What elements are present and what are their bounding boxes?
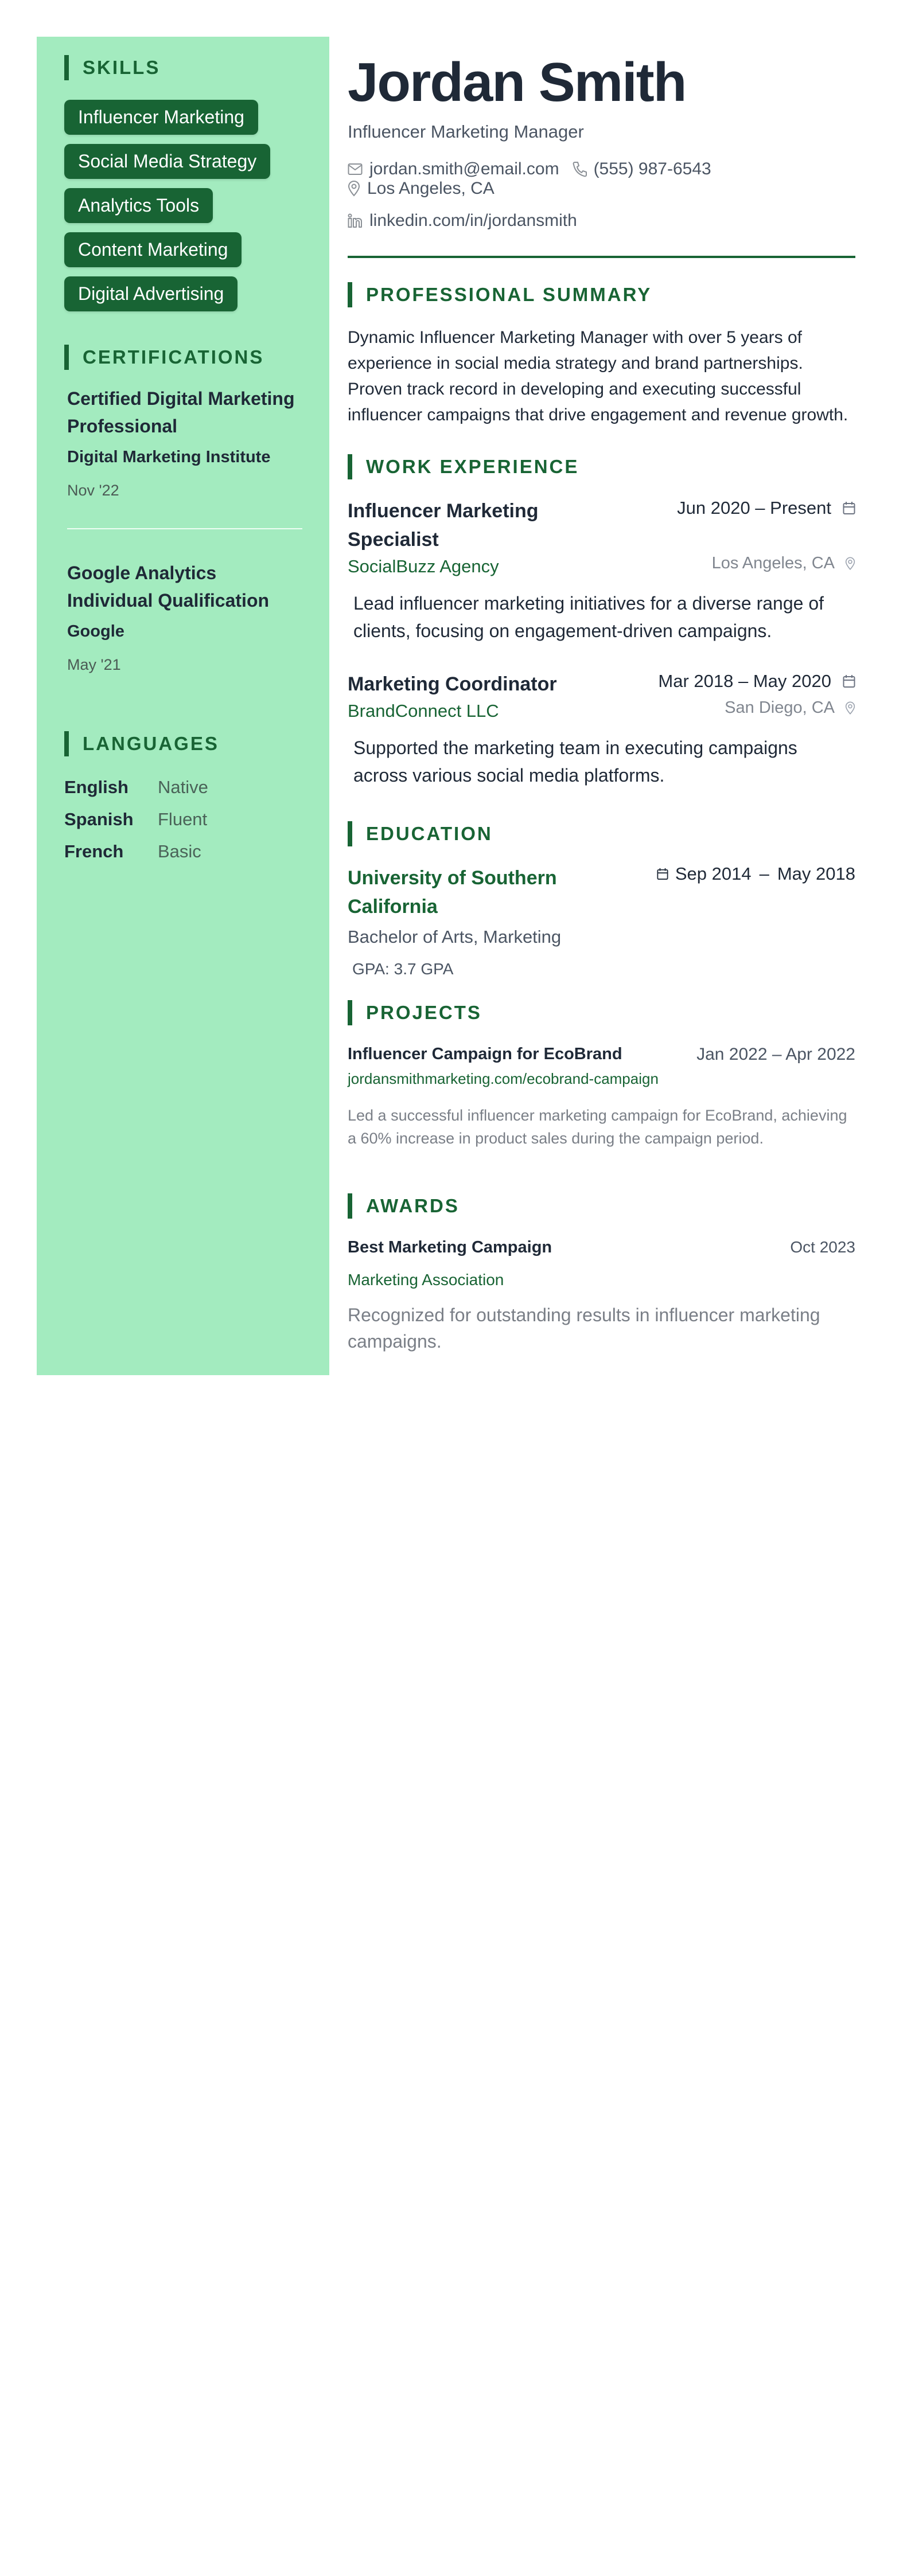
awards-heading — [348, 1193, 855, 1219]
experience-section — [348, 454, 855, 789]
job-location — [712, 554, 855, 573]
contact-row — [348, 159, 855, 198]
skill-chip: Digital Advertising — [64, 276, 238, 311]
job-location-text: Los Angeles, CA — [711, 554, 835, 572]
school-name: University of Southern California — [348, 867, 557, 918]
language-row — [64, 836, 302, 868]
projects-heading — [348, 1000, 855, 1025]
company-name: SocialBuzz Agency — [348, 556, 499, 576]
language-name: English — [64, 777, 129, 797]
project-link[interactable]: jordansmithmarketing.com/ecobrand-campaign — [348, 1070, 659, 1087]
date-separator: – — [759, 864, 769, 884]
heading-accent-bar — [64, 345, 69, 370]
calendar-icon — [657, 868, 668, 880]
award-title: Best Marketing Campaign — [348, 1238, 552, 1256]
certification-item — [64, 385, 302, 499]
gpa-label: GPA: — [352, 960, 390, 978]
sidebar — [37, 37, 329, 1375]
projects-title: PROJECTS — [366, 1002, 482, 1023]
heading-accent-bar — [64, 731, 69, 756]
contact-phone[interactable] — [572, 159, 711, 179]
education-title: EDUCATION — [366, 823, 493, 844]
job-location — [725, 698, 855, 717]
heading-accent-bar — [348, 1193, 352, 1219]
skills-title: SKILLS — [83, 57, 161, 78]
certification-name: Certified Digital Marketing Professional — [67, 388, 295, 436]
location-text: Los Angeles, CA — [367, 179, 495, 198]
job-description: Supported the marketing team in executing campaigns across various social media platforms. — [353, 737, 797, 786]
candidate-name: Jordan Smith — [348, 52, 686, 113]
award-organization: Marketing Association — [348, 1271, 504, 1289]
certifications-title: CERTIFICATIONS — [83, 346, 264, 368]
project-description: Led a successful influencer marketing campaign for EcoBrand, achieving a 60% increase in product sales during the campaign period. — [348, 1107, 847, 1147]
main-content — [348, 37, 855, 1355]
certifications-heading — [64, 345, 302, 370]
heading-accent-bar — [348, 282, 352, 307]
skill-chip: Social Media Strategy — [64, 144, 270, 179]
language-level: Fluent — [158, 809, 208, 829]
experience-title: WORK EXPERIENCE — [366, 456, 579, 477]
education-dates — [657, 864, 855, 884]
languages-heading — [64, 731, 302, 756]
gpa-value: 3.7 GPA — [394, 960, 454, 978]
education-section — [348, 821, 855, 978]
language-level: Basic — [158, 841, 201, 861]
languages-title: LANGUAGES — [83, 733, 219, 754]
certification-name: Google Analytics Individual Qualification — [67, 563, 270, 611]
language-name: Spanish — [64, 809, 134, 829]
education-end: May 2018 — [777, 864, 855, 884]
heading-accent-bar — [64, 55, 69, 80]
job-dates — [677, 497, 855, 520]
summary-section — [348, 282, 855, 428]
contact-linkedin[interactable] — [348, 211, 577, 231]
awards-title: AWARDS — [366, 1195, 460, 1216]
project-title: Influencer Campaign for EcoBrand — [348, 1045, 622, 1063]
skills-list — [64, 100, 302, 311]
certification-issuer: Digital Marketing Institute — [67, 448, 271, 466]
contact-location — [348, 179, 495, 198]
award-date: Oct 2023 — [790, 1238, 855, 1256]
language-name: French — [64, 841, 124, 861]
map-pin-icon — [845, 701, 855, 715]
projects-section — [348, 1000, 855, 1150]
linkedin-icon — [348, 213, 363, 228]
certification-date: May '21 — [67, 656, 121, 673]
skills-heading — [64, 55, 302, 80]
skill-chip: Influencer Marketing — [64, 100, 258, 135]
calendar-icon — [843, 674, 855, 688]
award-description: Recognized for outstanding results in influencer marketing campaigns. — [348, 1305, 820, 1352]
language-level: Native — [158, 777, 208, 797]
resume-header — [348, 48, 855, 258]
education-start: Sep 2014 — [675, 864, 752, 884]
header-divider — [348, 256, 855, 258]
job-title: Marketing Coordinator — [348, 673, 557, 695]
calendar-icon — [843, 501, 855, 515]
phone-icon — [572, 161, 587, 177]
gpa — [348, 960, 855, 978]
mail-icon — [348, 163, 363, 175]
certification-divider — [67, 528, 302, 529]
candidate-title: Influencer Marketing Manager — [348, 122, 584, 142]
education-heading — [348, 821, 855, 846]
email-text: jordan.smith@email.com — [369, 159, 559, 178]
skill-chip: Content Marketing — [64, 232, 242, 267]
job-title: Influencer Marketing Specialist — [348, 500, 539, 551]
job-entry — [348, 670, 855, 789]
heading-accent-bar — [348, 1000, 352, 1025]
map-pin-icon — [845, 557, 855, 571]
job-entry — [348, 497, 855, 645]
summary-title: PROFESSIONAL SUMMARY — [366, 284, 652, 305]
experience-heading — [348, 454, 855, 479]
awards-section — [348, 1193, 855, 1355]
job-dates — [658, 670, 855, 693]
summary-heading — [348, 282, 855, 307]
certification-issuer: Google — [67, 622, 124, 641]
job-dates-text: Jun 2020 – Present — [677, 498, 831, 518]
contact-row-2 — [348, 211, 855, 231]
contact-email[interactable] — [348, 159, 559, 179]
job-dates-text: Mar 2018 – May 2020 — [658, 671, 831, 691]
heading-accent-bar — [348, 821, 352, 846]
summary-text: Dynamic Influencer Marketing Manager with over 5 years of experience in social media strategy and brand partnerships. Proven track record in developing and executing successful influencer campaigns that drive engagement and revenue growth. — [348, 328, 848, 424]
certification-item — [64, 559, 302, 674]
language-row — [64, 803, 302, 836]
skill-chip: Analytics Tools — [64, 188, 213, 223]
award-entry — [348, 1238, 855, 1355]
education-entry — [348, 864, 855, 978]
degree: Bachelor of Arts, Marketing — [348, 927, 562, 947]
heading-accent-bar — [348, 454, 352, 479]
project-dates: Jan 2022 – Apr 2022 — [696, 1045, 855, 1064]
phone-text: (555) 987-6543 — [593, 159, 711, 178]
job-description: Lead influencer marketing initiatives for a diverse range of clients, focusing on engagement-driven campaigns. — [353, 593, 824, 641]
map-pin-icon — [348, 181, 360, 197]
certification-date: Nov '22 — [67, 482, 119, 499]
linkedin-text: linkedin.com/in/jordansmith — [369, 211, 577, 230]
job-location-text: San Diego, CA — [725, 698, 835, 717]
company-name: BrandConnect LLC — [348, 701, 499, 721]
languages-list — [64, 771, 302, 868]
language-row — [64, 771, 302, 803]
project-entry — [348, 1045, 855, 1150]
